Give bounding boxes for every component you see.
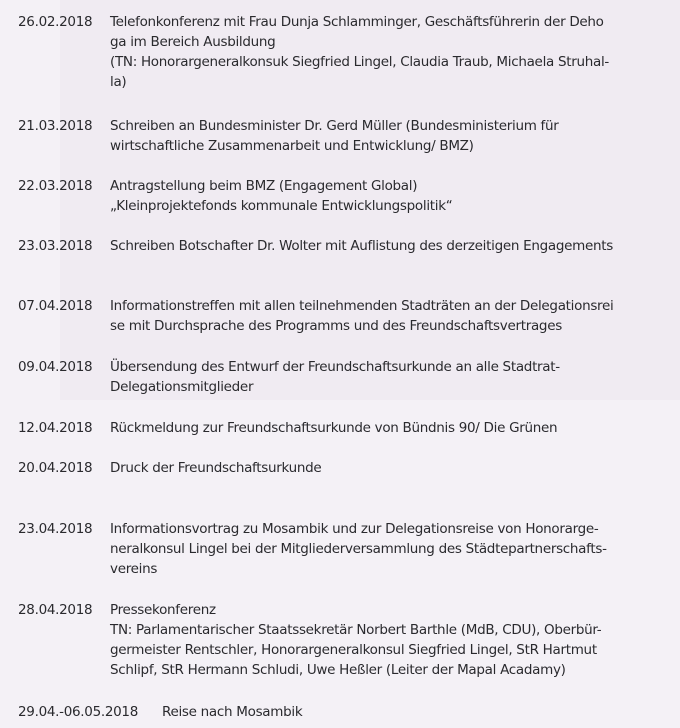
entry-line: neralkonsul Lingel bei der Mitgliederversammlung des Städtepartnerschafts-	[110, 541, 607, 557]
entry-line: Schreiben Botschafter Dr. Wolter mit Auflistung des derzeitigen Engagements	[110, 238, 613, 254]
entry-date: 21.03.2018	[18, 118, 93, 134]
entry-text	[110, 519, 680, 579]
entry-line: Antragstellung beim BMZ (Engagement Global)	[110, 178, 418, 194]
entry-line: la)	[110, 74, 127, 90]
entry-date: 28.04.2018	[18, 602, 93, 618]
entry-line: Informationstreffen mit allen teilnehmenden Stadträten an der Delegationsrei	[110, 298, 614, 314]
entry-line: Rückmeldung zur Freundschaftsurkunde von Bündnis 90/ Die Grünen	[110, 420, 558, 436]
entry-line: wirtschaftliche Zusammenarbeit und Entwicklung/ BMZ)	[110, 138, 474, 154]
entry-date: 12.04.2018	[18, 420, 93, 436]
entry-date: 09.04.2018	[18, 359, 93, 375]
entry-line: Informationsvortrag zu Mosambik und zur Delegationsreise von Honorarge-	[110, 521, 599, 537]
entry-line: Pressekonferenz	[110, 602, 216, 618]
entry-text	[110, 296, 680, 336]
entry-date: 26.02.2018	[18, 14, 93, 30]
entry-text	[110, 357, 680, 397]
entry-line: Delegationsmitglieder	[110, 379, 254, 395]
entry-date: 23.04.2018	[18, 521, 93, 537]
entry-text	[110, 236, 680, 256]
entry-text	[110, 600, 680, 680]
entry-text	[110, 176, 680, 216]
entry-line: Druck der Freundschaftsurkunde	[110, 460, 322, 476]
entry-line: vereins	[110, 561, 158, 577]
entry-line: Schlipf, StR Hermann Schludi, Uwe Heßler (Leiter der Mapal Acadamy)	[110, 662, 566, 678]
entry-date: 20.04.2018	[18, 460, 93, 476]
entry-line: Telefonkonferenz mit Frau Dunja Schlamminger, Geschäftsführerin der Deho	[110, 14, 604, 30]
entry-text	[162, 702, 680, 722]
entry-line: (TN: Honorargeneralkonsuk Siegfried Lingel, Claudia Traub, Michaela Struhal-	[110, 54, 610, 70]
entry-date: 07.04.2018	[18, 298, 93, 314]
entry-date: 29.04.-06.05.2018	[18, 704, 139, 720]
entry-text	[110, 418, 680, 438]
entry-line: Übersendung des Entwurf der Freundschaftsurkunde an alle Stadtrat-	[110, 359, 560, 375]
entry-line: Schreiben an Bundesminister Dr. Gerd Müller (Bundesministerium für	[110, 118, 559, 134]
entry-line: germeister Rentschler, Honorargeneralkonsul Siegfried Lingel, StR Hartmut	[110, 642, 597, 658]
entry-line: Reise nach Mosambik	[162, 704, 303, 720]
entry-date: 22.03.2018	[18, 178, 93, 194]
entry-text	[110, 12, 680, 92]
entry-date: 23.03.2018	[18, 238, 93, 254]
entry-line: ga im Bereich Ausbildung	[110, 34, 276, 50]
entry-text	[110, 458, 680, 478]
entry-text	[110, 116, 680, 156]
entry-line: TN: Parlamentarischer Staatssekretär Norbert Barthle (MdB, CDU), Oberbür-	[110, 622, 602, 638]
entry-line: „Kleinprojektefonds kommunale Entwicklungspolitik“	[110, 198, 453, 214]
entry-line: se mit Durchsprache des Programms und des Freundschaftsvertrages	[110, 318, 562, 334]
